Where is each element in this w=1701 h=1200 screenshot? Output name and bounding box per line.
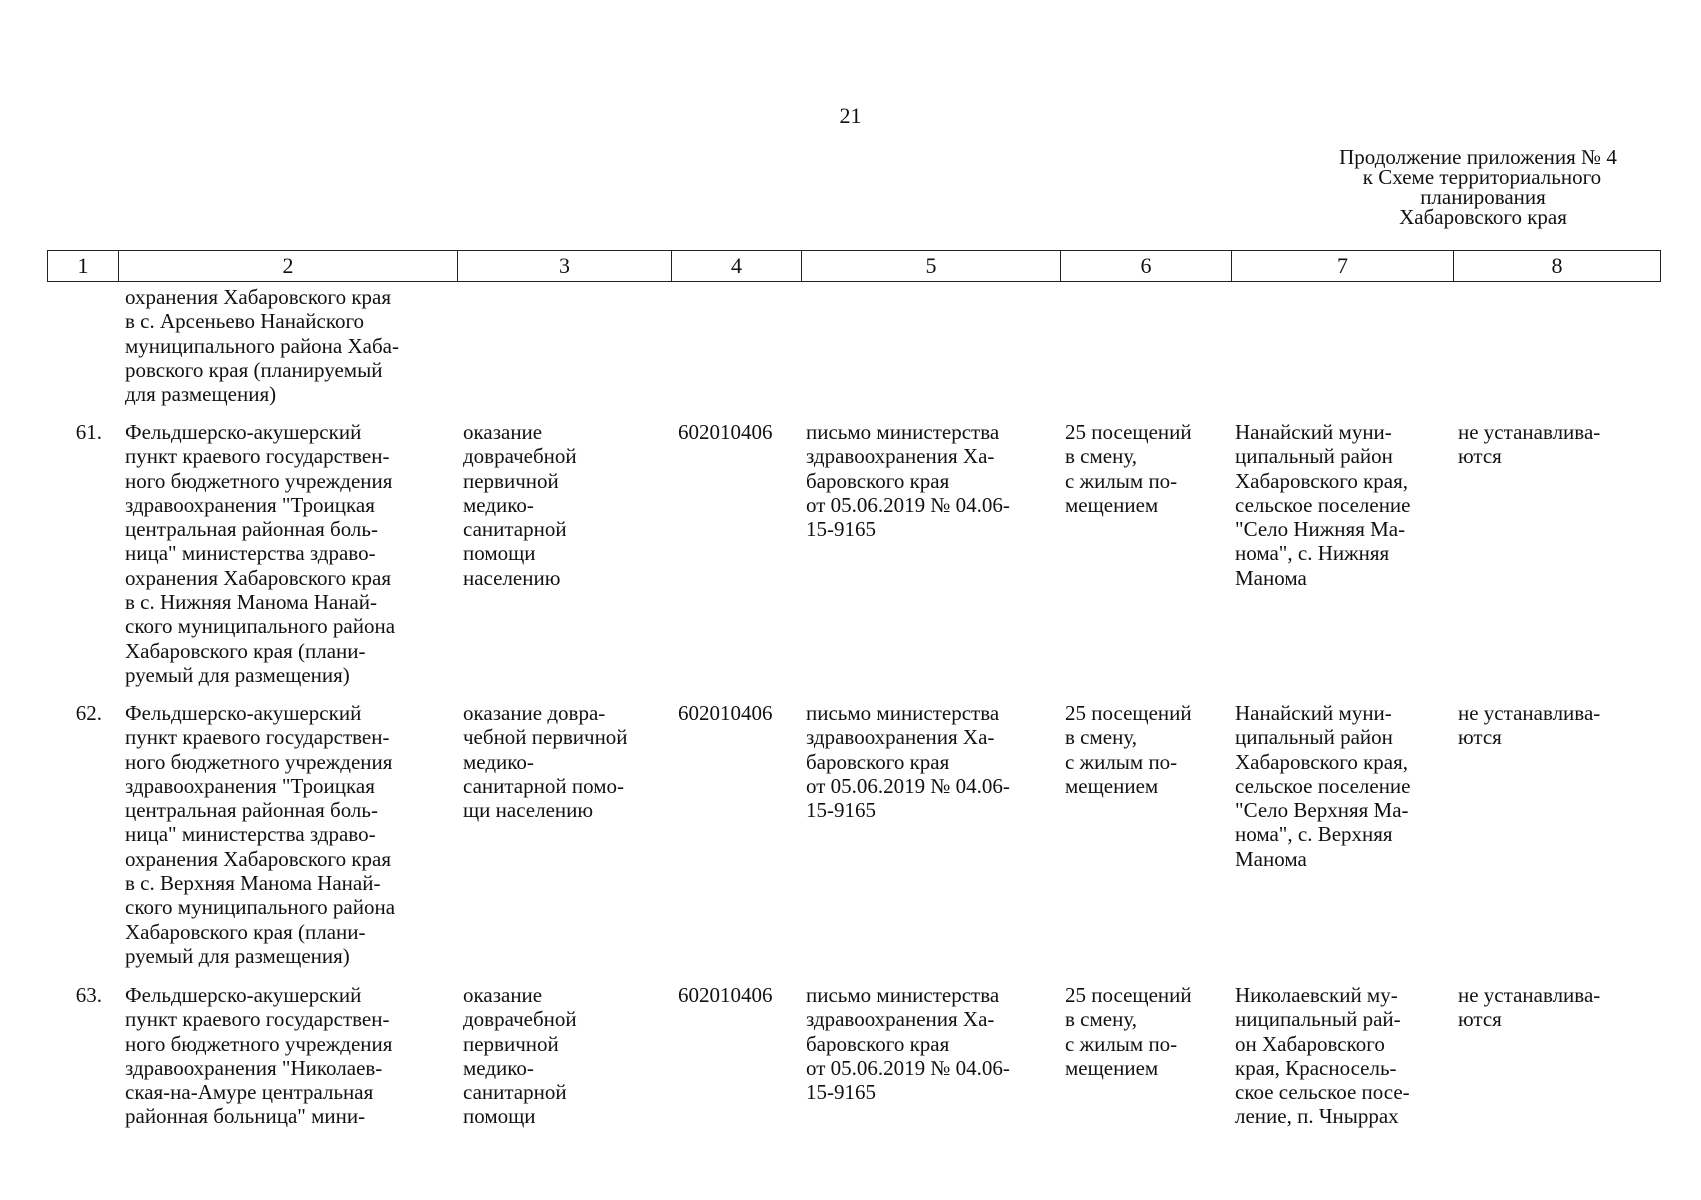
object-zone: не устанавлива- ются (1458, 701, 1601, 750)
column-header-4: 4 (672, 251, 802, 282)
appendix-note (1288, 147, 1668, 227)
column-header-1: 1 (48, 251, 119, 282)
object-basis: письмо министерства здравоохранения Ха- баровского края от 05.06.2019 № 04.06- 15-9165 (806, 420, 1010, 542)
object-capacity: 25 посещений в смену, с жилым по- мещением (1065, 983, 1192, 1080)
column-header-2: 2 (119, 251, 458, 282)
row-number: 61. (75, 420, 102, 444)
object-code: 602010406 (678, 701, 773, 725)
object-purpose: оказание довра- чебной первичной медико- санитарной помо- щи населению (463, 701, 628, 823)
object-zone: не устанавлива- ются (1458, 983, 1601, 1032)
object-name: охранения Хабаровского края в с. Арсеньево Нанайского муниципального района Хаба- ровского края (планируемый для размещения) (125, 285, 399, 407)
object-location: Николаевский му- ниципальный рай- он Хабаровского края, Красносель- ское сельское посе- ление, п. Чныррах (1235, 983, 1410, 1129)
appendix-note-line3: планирования (1420, 185, 1546, 209)
column-header-5: 5 (802, 251, 1061, 282)
row-number: 63. (75, 983, 102, 1007)
column-header-8: 8 (1454, 251, 1661, 282)
object-zone: не устанавлива- ются (1458, 420, 1601, 469)
column-header-6: 6 (1061, 251, 1232, 282)
object-capacity: 25 посещений в смену, с жилым по- мещением (1065, 420, 1192, 517)
object-purpose: оказание доврачебной первичной медико- санитарной помощи населению (463, 420, 577, 590)
appendix-note-line1: Продолжение приложения № 4 (1339, 145, 1617, 169)
object-code: 602010406 (678, 420, 773, 444)
object-location: Нанайский муни- ципальный район Хабаровского края, сельское поселение "Село Верхняя Ма- нома", с. Верхняя Манома (1235, 701, 1411, 871)
column-header-7: 7 (1232, 251, 1454, 282)
object-basis: письмо министерства здравоохранения Ха- баровского края от 05.06.2019 № 04.06- 15-9165 (806, 983, 1010, 1105)
column-number-header (47, 250, 1661, 282)
column-header-3: 3 (458, 251, 672, 282)
appendix-note-line2: к Схеме территориального (1362, 165, 1602, 189)
row-number: 62. (75, 701, 102, 725)
object-purpose: оказание доврачебной первичной медико- санитарной помощи (463, 983, 577, 1129)
object-basis: письмо министерства здравоохранения Ха- баровского края от 05.06.2019 № 04.06- 15-9165 (806, 701, 1010, 823)
appendix-note-line4: Хабаровского края (1399, 205, 1567, 229)
object-capacity: 25 посещений в смену, с жилым по- мещением (1065, 701, 1192, 798)
object-name: Фельдшерско-акушерский пункт краевого государствен- ного бюджетного учреждения здравоохранения "Троицкая центральная районная боль- ница" министерства здраво- охранения Хабаровского края в с. Нижняя Манома Нанай- ского муниципального района Хабаровского края (плани- руемый для размещения) (125, 420, 396, 687)
page-number: 21 (839, 103, 862, 128)
object-name: Фельдшерско-акушерский пункт краевого государствен- ного бюджетного учреждения здравоохранения "Троицкая центральная районная боль- ница" министерства здраво- охранения Хабаровского края в с. Верхняя Манома Нанай- ского муниципального района Хабаровского края (плани- руемый для размещения) (125, 701, 396, 968)
object-name: Фельдшерско-акушерский пункт краевого государствен- ного бюджетного учреждения здравоохранения "Николаев- ская-на-Амуре центральная районная больница" мини- (125, 983, 393, 1129)
object-code: 602010406 (678, 983, 773, 1007)
object-location: Нанайский муни- ципальный район Хабаровского края, сельское поселение "Село Нижняя Ма- нома", с. Нижняя Манома (1235, 420, 1411, 590)
